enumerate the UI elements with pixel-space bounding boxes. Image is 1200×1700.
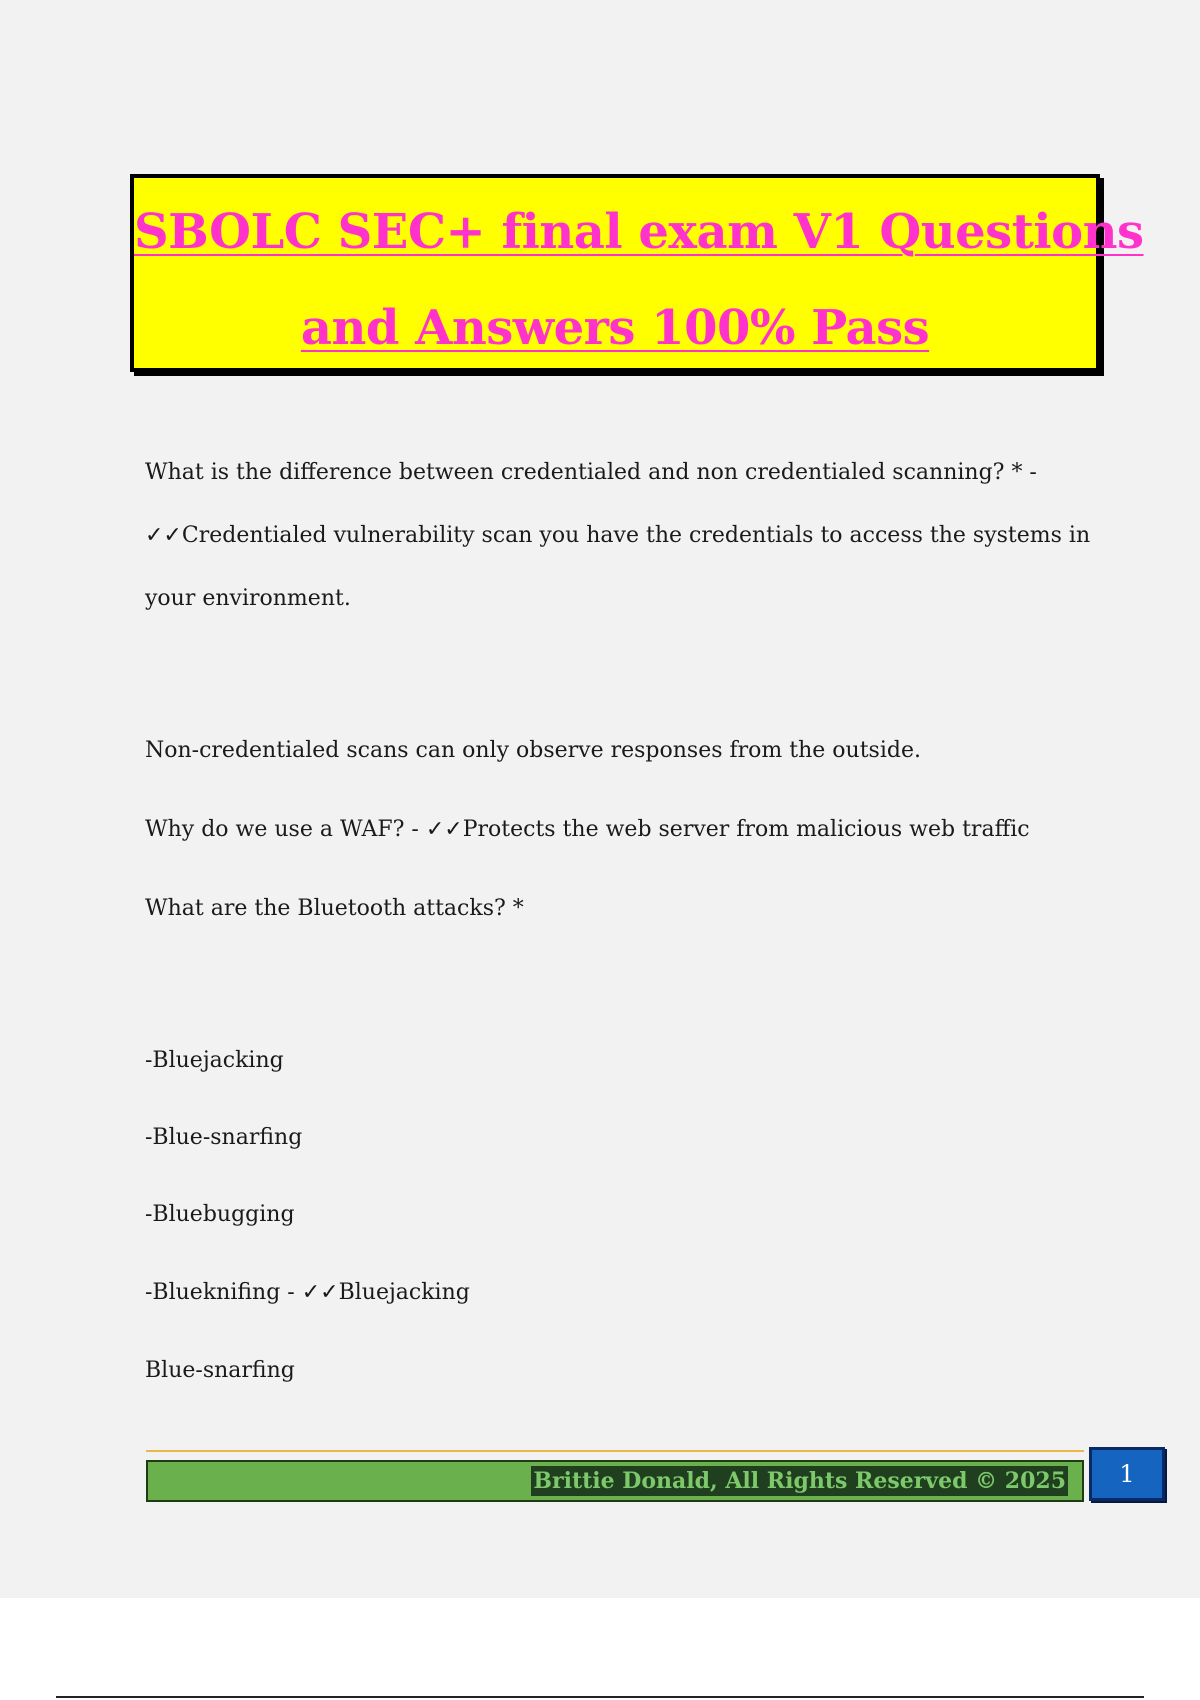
question-line: What is the difference between credentialed and non credentialed scanning? * - (145, 460, 1037, 485)
answer-line: ✓✓Credentialed vulnerability scan you have the credentials to access the systems in (145, 523, 1091, 548)
page-number: 1 (1119, 1460, 1135, 1488)
list-item: -Bluebugging (145, 1202, 295, 1227)
question-line: What are the Bluetooth attacks? * (145, 896, 524, 921)
answer-line: Blue-snarfing (145, 1358, 295, 1383)
page-number-box (1089, 1447, 1165, 1501)
list-item: -Bluejacking (145, 1048, 284, 1073)
list-item: -Blue-snarfing (145, 1125, 303, 1150)
footer-divider (146, 1450, 1084, 1452)
title-line-1: SBOLC SEC+ final exam V1 Questions (134, 204, 1144, 260)
copyright-text: Brittie Donald, All Rights Reserved © 2025 (533, 1468, 1066, 1494)
answer-line: Non-credentialed scans can only observe responses from the outside. (145, 738, 921, 763)
page-separator (56, 1696, 1144, 1698)
footer-bar (146, 1460, 1084, 1502)
title-line-2: and Answers 100% Pass (300, 300, 930, 356)
question-line: Why do we use a WAF? - ✓✓Protects the web server from malicious web traffic (145, 817, 1030, 842)
answer-line: your environment. (145, 586, 351, 611)
list-item: -Blueknifing - ✓✓Bluejacking (145, 1280, 470, 1305)
title-box (130, 174, 1144, 372)
